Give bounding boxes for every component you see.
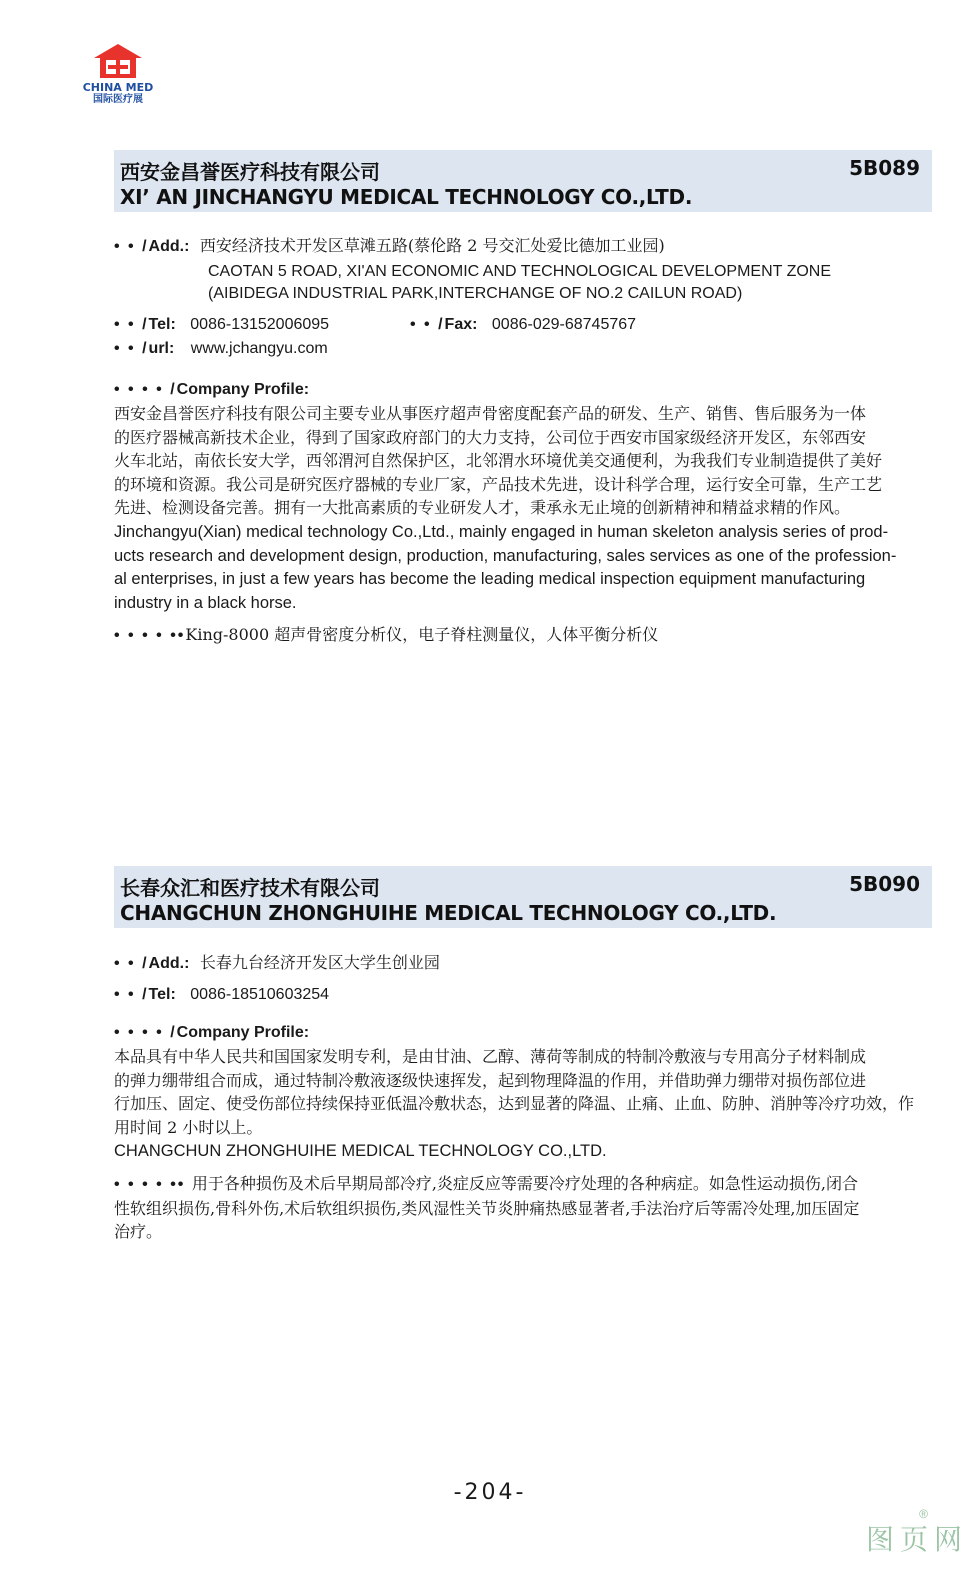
products-line [114, 1172, 932, 1197]
address-cn: 长春九台经济开发区大学生创业园 [199, 953, 440, 972]
bullet-icon: • • / [114, 986, 149, 1003]
products-line: 性软组织损伤,骨科外伤,术后软组织损伤,类风湿性关节炎肿痛热感显著者,手法治疗后等需冷处理,加压固定 [114, 1198, 860, 1218]
url-link[interactable]: www.jchangyu.com [190, 340, 328, 357]
watermark: 图页网 [865, 1523, 968, 1556]
url-label: url [148, 340, 169, 357]
profile-cn [114, 402, 932, 520]
products-text: King-8000 超声骨密度分析仪，电子脊柱测量仪，人体平衡分析仪 [185, 625, 659, 644]
address-label: Add. [148, 955, 185, 972]
tel-label: Tel [148, 986, 171, 1003]
bullet-icon: • • • • / [114, 381, 177, 398]
profile-en-line: CHANGCHUN ZHONGHUIHE MEDICAL TECHNOLOGY CO.,LTD. [114, 1142, 607, 1160]
company-name-en: XI’ AN JINCHANGYU MEDICAL TECHNOLOGY CO.,LTD. [120, 185, 693, 209]
tel-label: Tel [148, 316, 171, 333]
bullet-icon: • • / [410, 316, 445, 333]
booth-number: 5B090 [849, 872, 920, 896]
company-name-cn: 西安金昌誉医疗科技有限公司 [120, 160, 380, 184]
profile-cn [114, 1045, 932, 1139]
tel-value: 0086-18510603254 [190, 986, 330, 1003]
exhibitor-header [114, 150, 932, 212]
fax-label: Fax [444, 316, 473, 333]
products-text: 用于各种损伤及术后早期局部冷疗,炎症反应等需要冷疗处理的各种病症。如急性运动损伤,闭合 [191, 1174, 859, 1193]
logo-text-en: CHINA MED [82, 81, 154, 94]
fax-value: 0086-029-68745767 [491, 316, 637, 333]
profile-cn-line: 行加压、固定、使受伤部位持续保持亚低温冷敷状态，达到显著的降温、止痛、止血、防肿、消肿等冷疗功效，作 [114, 1094, 915, 1114]
china-med-logo [76, 42, 160, 108]
address-en-line-2: (AIBIDEGA INDUSTRIAL PARK,INTERCHANGE OF NO.2 CAILUN ROAD) [208, 285, 743, 302]
address-row: • • /Add.: 长春九台经济开发区大学生创业园 [114, 953, 440, 972]
bullet-icon: • • • • •• [114, 1176, 192, 1193]
products-line: 治疗。 [114, 1222, 163, 1242]
address-row: • • /Add.: 西安经济技术开发区草滩五路(蔡伦路 2 号交汇处爱比德加工业园) [114, 236, 665, 255]
profile-en-line: ucts research and development design, production, manufacturing, sales services as one of the profession- [114, 546, 897, 565]
profile-cn-line: 的医疗器械高新技术企业，得到了国家政府部门的大力支持，公司位于西安市国家级经济开发区，东邻西安 [114, 427, 867, 447]
tel-row: • • /Tel: 0086-13152006095 [114, 316, 330, 333]
bullet-icon: • • • • / [114, 1024, 177, 1041]
profile-en-line: al enterprises, in just a few years has become the leading medical inspection equipment manufacturing [114, 570, 866, 589]
booth-number: 5B089 [849, 156, 920, 180]
url-row: • • /url: www.jchangyu.com [114, 340, 328, 357]
profile-label: Company Profile [176, 381, 304, 398]
profile-en [114, 1140, 932, 1164]
profile-label: Company Profile [176, 1024, 304, 1041]
exhibitor-entry-1 [114, 150, 932, 644]
bullet-icon: • • / [114, 955, 149, 972]
profile-cn-line: 火车北站，南依长安大学，西邻渭河自然保护区，北邻渭水环境优美交通便利，为我我们专业制造提供了美好 [114, 451, 883, 471]
page-number: -204- [453, 1480, 527, 1505]
bullet-icon: • • / [114, 316, 149, 333]
bullet-icon: • • / [114, 238, 149, 255]
logo-house-icon [90, 42, 146, 82]
address-cn: 西安经济技术开发区草滩五路(蔡伦路 2 号交汇处爱比德加工业园) [199, 236, 665, 255]
address-en-line-1: CAOTAN 5 ROAD, XI'AN ECONOMIC AND TECHNOLOGICAL DEVELOPMENT ZONE [208, 263, 832, 280]
profile-cn-line: 本品具有中华人民共和国国家发明专利，是由甘油、乙醇、薄荷等制成的特制冷敷液与专用高分子材料制成 [114, 1047, 867, 1066]
company-name-cn: 长春众汇和医疗技术有限公司 [120, 876, 380, 900]
tel-row: • • /Tel: 0086-18510603254 [114, 986, 330, 1003]
profile-heading: • • • • /Company Profile: [114, 381, 310, 398]
profile-en [114, 521, 932, 615]
profile-cn-line: 西安金昌誉医疗科技有限公司主要专业从事医疗超声骨密度配套产品的研发、生产、销售、售后服务为一体 [114, 404, 867, 423]
profile-cn-line: 用时间 2 小时以上。 [114, 1117, 263, 1137]
profile-cn-line: 的环境和资源。我公司是研究医疗器械的专业厂家，产品技术先进，设计科学合理，运行安全可靠，生产工艺 [114, 474, 883, 494]
products-row [114, 624, 658, 647]
fax-row: • • /Fax: 0086-029-68745767 [410, 316, 637, 333]
bullet-icon: • • / [114, 340, 149, 357]
exhibitor-entry-2 [114, 866, 932, 1242]
watermark-registered-mark: ® [919, 1507, 928, 1521]
bullet-icon: • • • • •• [114, 627, 186, 644]
profile-cn-line: 先进、检测设备完善。拥有一大批高素质的专业研发人才，秉承永无止境的创新精神和精益求精的作风。 [114, 498, 851, 518]
profile-en-line: industry in a black horse. [114, 593, 297, 612]
profile-en-line: Jinchangyu(Xian) medical technology Co.,Ltd., mainly engaged in human skeleton analysis series of prod- [114, 523, 889, 541]
exhibitor-header [114, 866, 932, 928]
company-name-en: CHANGCHUN ZHONGHUIHE MEDICAL TECHNOLOGY CO.,LTD. [120, 901, 777, 925]
logo-text-cn: 国际医疗展 [93, 94, 143, 105]
tel-value: 0086-13152006095 [190, 316, 330, 333]
products-block [114, 1172, 932, 1244]
profile-heading: • • • • /Company Profile: [114, 1024, 310, 1041]
profile-cn-line: 的弹力绷带组合而成，通过特制冷敷液逐级快速挥发，起到物理降温的作用，并借助弹力绷带对损伤部位进 [114, 1070, 867, 1090]
address-label: Add. [148, 238, 185, 255]
